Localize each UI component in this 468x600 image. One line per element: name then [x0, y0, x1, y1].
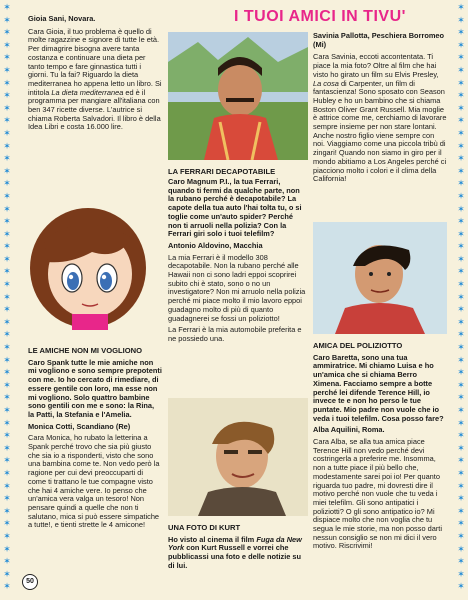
letter-reply-2: La Ferrari è la mia automobile preferita e ne possiedo una. [168, 325, 302, 343]
star-icon: ✶ [457, 242, 465, 253]
star-icon: ✶ [457, 443, 465, 454]
star-icon: ✶ [3, 431, 11, 442]
star-icon: ✶ [457, 103, 465, 114]
star-icon: ✶ [3, 254, 11, 265]
star-icon: ✶ [457, 128, 465, 139]
star-icon: ✶ [457, 393, 465, 404]
star-icon: ✶ [457, 217, 465, 228]
letter-reply: Cara Alba, se alla tua amica piace Terence Hill non vedo perché devi costringerla a preferire me. Insomma, non a tutte piace il più bello che, modestamente sarei poi io! Per quanto riguarda tuo padre, mi dovresti dire il motivo perché non vuole che tu veda i miei telefilm. Gli sono antipatici i poliziotti? O gli sono antipatico io? Mi dispiace molto che non voglia che tu segua le mie storie, ma non posso darti nessun consiglio se non mi dici il vero motivo. Riscrivimi! [313, 437, 442, 551]
star-icon: ✶ [3, 103, 11, 114]
star-icon: ✶ [457, 494, 465, 505]
star-icon: ✶ [457, 406, 465, 416]
star-icon: ✶ [3, 78, 11, 89]
star-icon: ✶ [3, 393, 11, 404]
letter-caption: AMICA DEL POLIZIOTTO [313, 341, 403, 350]
star-icon: ✶ [457, 519, 465, 530]
letter-question: Ho visto al cinema il film Fuga da New York con Kurt Russell e vorrei che pubblicassi una foto e delle notizie su di lui. [168, 534, 302, 570]
star-icon: ✶ [457, 355, 465, 366]
star-icon: ✶ [3, 65, 11, 76]
star-icon: ✶ [457, 40, 465, 51]
star-icon: ✶ [457, 28, 465, 39]
star-icon: ✶ [457, 544, 465, 555]
letter-question: Caro Magnum P.I., la tua Ferrari, quando ti fermi da qualche parte, non la rubano perché è decapotabile? La capote della tua auto l'hai tolta tu, o si toglie come un'auto spider? Perché non ti arruoli nella polizia? Con la Ferrari giri solo i tuoi telefilm? [168, 177, 302, 239]
letter-signature: Alba Aquilini, Roma. [313, 425, 385, 435]
star-icon: ✶ [3, 557, 11, 568]
star-icon: ✶ [3, 544, 11, 555]
star-icon: ✶ [457, 267, 465, 278]
star-icon: ✶ [3, 40, 11, 51]
star-icon: ✶ [3, 280, 11, 291]
star-icon: ✶ [457, 368, 465, 379]
star-icon: ✶ [457, 191, 465, 202]
star-icon: ✶ [3, 380, 11, 391]
letter-caption: UNA FOTO DI KURT [168, 523, 241, 532]
cartoon-girl-illustration [22, 190, 152, 330]
star-icon: ✶ [457, 431, 465, 442]
letter-signature: Monica Cotti, Scandiano (Re) [28, 421, 131, 431]
star-icon: ✶ [3, 191, 11, 202]
star-icon: ✶ [457, 418, 465, 429]
page-title: I TUOI AMICI IN TIVU' [234, 8, 406, 25]
star-icon: ✶ [3, 481, 11, 492]
letter-caption: LE AMICHE NON MI VOGLIONO [28, 346, 143, 355]
star-icon: ✶ [457, 280, 465, 291]
star-icon: ✶ [457, 91, 465, 102]
star-icon: ✶ [3, 456, 11, 467]
star-icon: ✶ [3, 317, 11, 328]
star-icon: ✶ [3, 519, 11, 530]
star-icon: ✶ [457, 78, 465, 89]
star-icon: ✶ [457, 116, 465, 127]
star-icon: ✶ [3, 3, 11, 13]
star-icon: ✶ [457, 317, 465, 328]
star-icon: ✶ [3, 141, 11, 152]
star-icon: ✶ [3, 154, 11, 165]
star-icon: ✶ [457, 166, 465, 177]
star-icon: ✶ [457, 229, 465, 240]
star-icon: ✶ [3, 494, 11, 505]
star-icon: ✶ [3, 15, 11, 26]
magnum-photo [168, 32, 308, 160]
page-number: 50 [22, 574, 38, 590]
star-icon: ✶ [3, 531, 11, 542]
letter-question: Caro Spank tutte le mie amiche non mi vogliono e sono sempre prepotenti con me. Io ho cercato di rimediare, di essere gentile con loro, ma esse non mi vogliono. Solo quattro bambine sono gentili con me e sono: la Rina, la Patti, la Stefania e l'Amelia. [28, 357, 162, 419]
letter-reply: Cara Monica, ho rubato la letterina a Spank perché trovo che sia più giusto che sia io a risponderti, visto che sono una bambina come te. Non vedo però la ragione per cui devi preoccuparti di come ti trattano le tue compagne visto che hai 4 amiche vere. Io penso che un'amica vera valga un tesoro! Non pensare quindi a quelle che non ti salutano, mica si può essere simpatiche a tutte!, e tienti strette le 4 amicone! [28, 433, 160, 530]
star-icon: ✶ [3, 242, 11, 253]
column-center-lower [168, 520, 308, 574]
column-right [313, 32, 447, 187]
star-icon: ✶ [3, 292, 11, 303]
letter-signature: Antonio Aldovino, Macchia [168, 240, 263, 250]
star-icon: ✶ [3, 443, 11, 454]
star-icon: ✶ [457, 557, 465, 568]
star-icon: ✶ [457, 305, 465, 316]
letter-reply: Cara Savinia, eccoti accontentata. Ti piace la mia foto? Oltre al film che hai visto ho girato un film su Elvis Presley, La cosa di Carpenter, un film di fantascienza! Sono sposato con Season Hubley e ho un bambino che si chiama Boston Oliver Grant Russell. Mia moglie è attrice come me, cerchiamo di lavorare sempre insieme per non stare lontani. Anche nostro figlio viene sempre con noi. Viaggiamo come una piccola tribù di zingari! Quando non siamo in giro per il mondo abitiamo a Los Angeles perché ci piacciono molto i colori e il clima della California! [313, 52, 447, 184]
star-icon: ✶ [3, 179, 11, 190]
star-icon: ✶ [3, 53, 11, 64]
star-icon: ✶ [457, 506, 465, 517]
star-icon: ✶ [3, 229, 11, 240]
star-icon: ✶ [3, 468, 11, 479]
baretta-photo [313, 222, 447, 334]
letter-sender: Savinia Pallotta, Peschiera Borromeo (Mi) [313, 31, 445, 49]
star-icon: ✶ [3, 582, 11, 593]
star-icon: ✶ [3, 28, 11, 39]
star-icon: ✶ [3, 166, 11, 177]
letter-reply: Cara Gioia, il tuo problema è quello di molte ragazzine e signore di tutte le età. Per dimagrire bisogna avere tanta costanza e continuare una dieta per tanto tempo e fare ginnastica tutti i giorni. Tu la fai? Riguardo la dieta mediterranea ho appena letto un libro. Si intitola La dieta mediterranea ed è il programma per mangiare all'italiana con ben 347 ricette diverse. L'autrice si chiama Roberta Salvadori. Il libro è della Idea Libri e costa 16.000 lire. [28, 26, 162, 132]
star-icon: ✶ [3, 91, 11, 102]
column-right-lower [313, 338, 447, 554]
star-icon: ✶ [3, 569, 11, 580]
star-icon: ✶ [457, 468, 465, 479]
star-border-right [456, 4, 466, 594]
star-icon: ✶ [457, 179, 465, 190]
star-icon: ✶ [3, 116, 11, 127]
star-border-left [2, 4, 12, 594]
star-icon: ✶ [3, 267, 11, 278]
star-icon: ✶ [3, 368, 11, 379]
star-icon: ✶ [457, 3, 465, 13]
letter-caption: LA FERRARI DECAPOTABILE [168, 167, 276, 176]
letter-sender: Gioia Sani, Novara. [28, 14, 96, 23]
star-icon: ✶ [457, 15, 465, 26]
star-icon: ✶ [457, 254, 465, 265]
star-icon: ✶ [3, 330, 11, 341]
star-icon: ✶ [457, 65, 465, 76]
kurt-russell-photo [168, 398, 308, 516]
star-icon: ✶ [3, 418, 11, 429]
star-icon: ✶ [457, 204, 465, 215]
star-icon: ✶ [457, 531, 465, 542]
star-icon: ✶ [3, 406, 11, 416]
star-icon: ✶ [457, 292, 465, 303]
star-icon: ✶ [3, 355, 11, 366]
star-icon: ✶ [457, 343, 465, 354]
star-icon: ✶ [3, 128, 11, 139]
star-icon: ✶ [457, 141, 465, 152]
star-icon: ✶ [457, 456, 465, 467]
star-icon: ✶ [457, 330, 465, 341]
column-left-lower [28, 343, 162, 533]
star-icon: ✶ [457, 53, 465, 64]
column-left [28, 15, 162, 135]
star-icon: ✶ [457, 481, 465, 492]
star-icon: ✶ [3, 204, 11, 215]
letter-question: Caro Baretta, sono una tua ammiratrice. Mi chiamo Luisa e ho un'amica che si chiama Berro Ximena. Facciamo sempre a botte perché lei difende Terence Hill, io invece te e non ho perso le tue puntate. Mio padre non vuole che io veda i tuoi telefilm. Cosa posso fare? [313, 352, 444, 423]
column-center [168, 178, 308, 347]
star-icon: ✶ [457, 569, 465, 580]
star-icon: ✶ [3, 506, 11, 517]
star-icon: ✶ [3, 343, 11, 354]
star-icon: ✶ [457, 380, 465, 391]
star-icon: ✶ [3, 217, 11, 228]
letter-reply: La mia Ferrari è il modello 308 decapotabile. Non la rubano perché alle Hawaii non ci sono ladri eppoi scoprirei subito chi è stato, sono o no un investigatore? Non mi arruolo nella polizia perché mi piace molto il mio lavoro eppoi guadagno molto di più di quanto guadagnerei se fossi un poliziotto! [168, 252, 306, 323]
star-icon: ✶ [457, 582, 465, 593]
star-icon: ✶ [3, 305, 11, 316]
star-icon: ✶ [457, 154, 465, 165]
